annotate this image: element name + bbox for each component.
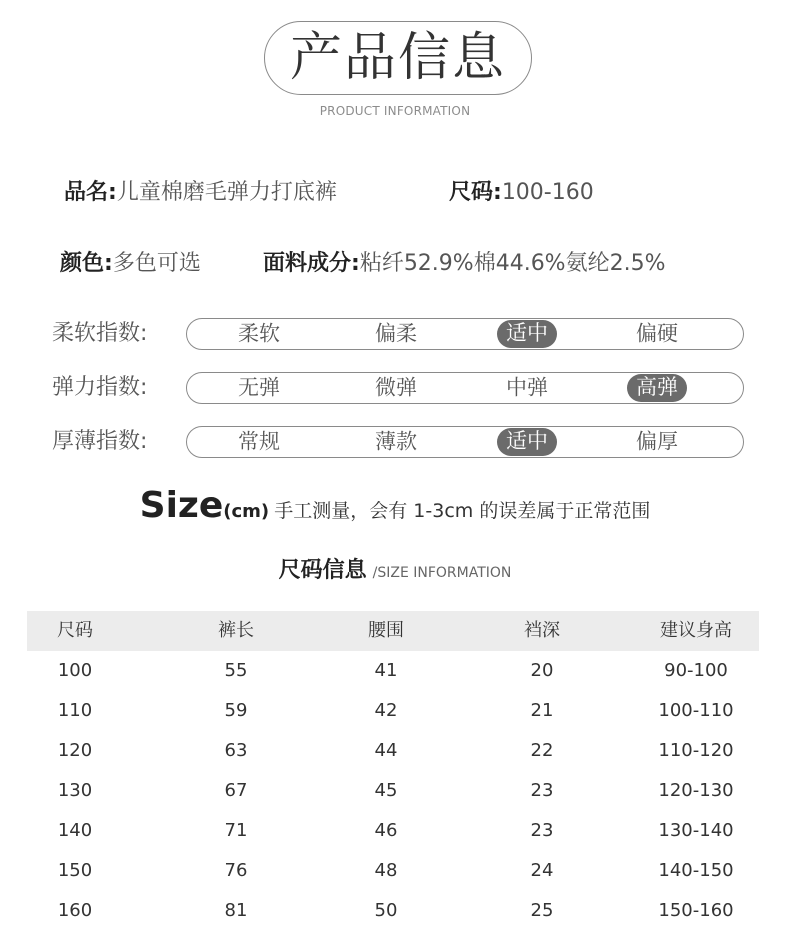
page-subtitle: PRODUCT INFORMATION <box>319 104 471 118</box>
table-cell: 76 <box>224 860 248 881</box>
table-cell: 130-140 <box>658 820 734 841</box>
table-cell: 140 <box>57 820 93 841</box>
table-cell: 63 <box>224 740 248 761</box>
table-cell: 25 <box>530 900 554 921</box>
rating-scale <box>186 372 744 404</box>
table-cell: 100-110 <box>658 700 734 721</box>
table-cell: 120-130 <box>658 780 734 801</box>
table-row <box>0 851 790 891</box>
table-row <box>0 731 790 771</box>
table-cell: 150-160 <box>658 900 734 921</box>
rating-option: 常规 <box>238 429 280 454</box>
table-cell: 42 <box>374 700 398 721</box>
rating-option-selected: 高弹 <box>627 374 687 402</box>
rating-scale <box>186 318 744 350</box>
table-cell: 71 <box>224 820 248 841</box>
rating-option-selected: 适中 <box>497 320 557 348</box>
rating-option: 偏柔 <box>375 321 417 346</box>
table-row <box>0 651 790 691</box>
table-cell: 24 <box>530 860 554 881</box>
size-heading: Size <box>139 485 224 526</box>
table-header <box>27 611 759 651</box>
table-cell: 50 <box>374 900 398 921</box>
page-title: 产品信息 <box>289 28 506 88</box>
product-name-value: 儿童棉磨毛弹力打底裤 <box>116 180 337 205</box>
table-header-cell: 裆深 <box>524 620 560 641</box>
rating-option: 薄款 <box>375 429 417 454</box>
rating-label: 厚薄指数: <box>52 429 148 454</box>
table-cell: 67 <box>224 780 248 801</box>
table-cell: 41 <box>374 660 398 681</box>
rating-option-selected: 适中 <box>497 428 557 456</box>
table-cell: 100 <box>57 660 93 681</box>
rating-option: 偏厚 <box>636 429 678 454</box>
rating-label: 弹力指数: <box>52 375 148 400</box>
table-cell: 55 <box>224 660 248 681</box>
size-range-line <box>449 182 594 204</box>
rating-option: 微弹 <box>375 375 417 400</box>
table-cell: 21 <box>530 700 554 721</box>
table-cell: 44 <box>374 740 398 761</box>
table-title <box>0 560 790 582</box>
table-header-cell: 腰围 <box>368 620 404 641</box>
table-row <box>0 691 790 731</box>
color-label: 颜色: <box>60 251 113 276</box>
table-header-cell: 裤长 <box>218 620 254 641</box>
table-cell: 81 <box>224 900 248 921</box>
table-cell: 20 <box>530 660 554 681</box>
table-cell: 120 <box>57 740 93 761</box>
fabric-line <box>263 253 665 275</box>
rating-option: 中弹 <box>506 375 548 400</box>
table-row <box>0 811 790 851</box>
table-header-cell: 尺码 <box>57 620 93 641</box>
table-cell: 110-120 <box>658 740 734 761</box>
rating-option: 无弹 <box>238 375 280 400</box>
table-cell: 90-100 <box>664 660 728 681</box>
table-cell: 23 <box>530 820 554 841</box>
table-row <box>0 771 790 811</box>
table-row <box>0 891 790 931</box>
title-pill <box>264 21 532 95</box>
table-cell: 140-150 <box>658 860 734 881</box>
table-cell: 46 <box>374 820 398 841</box>
color-value: 多色可选 <box>112 251 201 276</box>
table-cell: 45 <box>374 780 398 801</box>
fabric-value: 粘纤52.9%棉44.6%氨纶2.5% <box>359 251 666 276</box>
table-cell: 160 <box>57 900 93 921</box>
fabric-label: 面料成分: <box>263 251 360 276</box>
table-cell: 23 <box>530 780 554 801</box>
rating-option: 偏硬 <box>636 321 678 346</box>
size-range-label: 尺码: <box>449 180 502 205</box>
table-title-en: /SIZE INFORMATION <box>372 565 512 581</box>
color-line <box>60 253 201 275</box>
rating-option: 柔软 <box>238 321 280 346</box>
size-unit: (cm) <box>223 501 270 522</box>
size-range-value: 100-160 <box>501 180 594 205</box>
table-cell: 110 <box>57 700 93 721</box>
table-title-zh: 尺码信息 <box>278 558 367 583</box>
size-note: 手工测量，会有 1-3cm 的误差属于正常范围 <box>274 500 651 522</box>
table-cell: 22 <box>530 740 554 761</box>
table-cell: 150 <box>57 860 93 881</box>
size-note-line <box>0 485 790 526</box>
product-name-line <box>64 182 337 204</box>
table-header-cell: 建议身高 <box>660 620 732 641</box>
table-cell: 59 <box>224 700 248 721</box>
table-cell: 48 <box>374 860 398 881</box>
product-name-label: 品名: <box>64 180 117 205</box>
table-cell: 130 <box>57 780 93 801</box>
rating-label: 柔软指数: <box>52 321 148 346</box>
rating-scale <box>186 426 744 458</box>
